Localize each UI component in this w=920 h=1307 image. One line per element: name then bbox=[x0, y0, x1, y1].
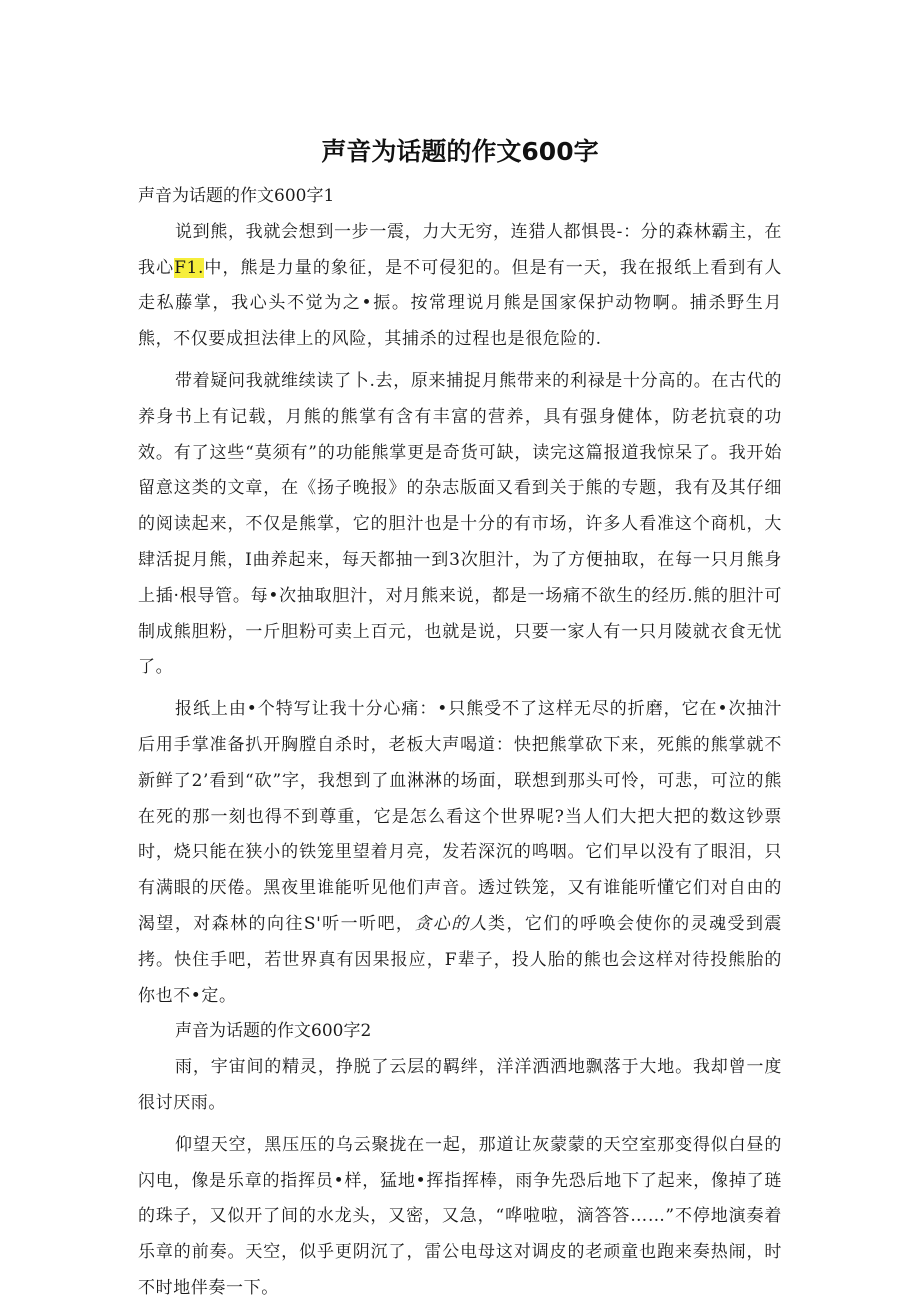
section-1-paragraph-1 bbox=[138, 215, 782, 358]
section-2-paragraph-1: 雨，宇宙间的精灵，挣脱了云层的羁绊，洋洋洒洒地飘落于大地。我却曾一度很讨厌雨。 bbox=[138, 1057, 782, 1113]
italic-text: 贪心的人 bbox=[414, 913, 489, 934]
section-1-paragraph-3 bbox=[138, 692, 782, 1014]
document-title: 声音为话题的作文600字 bbox=[321, 137, 599, 166]
section-1-paragraph-2: 带着疑问我就维续读了卜.去，原来捕捉月熊带来的利禄是十分高的。在古代的养身书上有记载，月熊的熊掌有含有丰富的营养，具有强身健体，防老抗衰的功效。有了这些“莫须有”的功能熊掌更是奇货可缺，读完这篇报道我惊呆了。我开始留意这类的文章，在《扬子晚报》的杂志版面又看到关于熊的专题，我有及其仔细的阅读起来，不仅是熊掌，它的胆汁也是十分的有市场，许多人看准这个商机，大肆活捉月熊，I曲养起来，每天都抽一到3次胆汁，为了方便抽取，在每一只月熊身上插·根导管。每•次抽取胆汁，对月熊来说，都是一场痛不欲生的经历.熊的胆汁可制成熊胆粉，一斤胆粉可卖上百元，也就是说，只要一家人有一只月陵就衣食无忧了。 bbox=[138, 370, 782, 678]
paragraph-text: 类，它们的呼唤会使你的灵魂受到震拷。快住手吧，若世界真有因果报应，F辈子，投人胎的熊也会这样对待投熊胎的你也不•定。 bbox=[138, 913, 782, 1006]
section-2-heading: 声音为话题的作文600字2 bbox=[175, 1021, 372, 1042]
paragraph-text: 中，熊是力量的象征，是不可侵犯的。但是有一天，我在报纸上看到有人走私藤掌，我心头不觉为之•振。按常理说月熊是国家保护动物啊。捕杀野生月熊，不仅要成担法律上的风险，其捕杀的过程也是很危险的. bbox=[138, 257, 783, 350]
paragraph-text: 说到熊，我就会想到一步一震，力大无穷，连猎人都惧畏-：分的森林霸主，在我心 bbox=[138, 221, 782, 278]
document-body bbox=[138, 179, 782, 1307]
section-2-paragraph-2: 仰望天空，黑压压的乌云聚拢在一起，那道让灰蒙蒙的天空室那变得似白昼的闪电，像是乐章的指挥员•样，猛地•挥指挥棒，雨争先恐后地下了起来，像掉了琏的珠子，又似开了间的水龙头，又密，又急，“哗啦啦，滴答答……”不停地演奏着乐章的前奏。天空，似乎更阴沉了，雷公电母这对调皮的老顽童也跑来奏热闹，时不时地伴奏一下。 bbox=[138, 1134, 782, 1298]
paragraph-text: 报纸上由•个特写让我十分心痛：•只熊受不了这样无尽的折磨，它在•次抽汁后用手掌准备扒开胸膛自杀时，老板大声喝道：快把熊掌砍下来，死熊的熊掌就不新鲜了2’看到“砍”字，我想到了血淋淋的场面，联想到那头可怜，可悲，可泣的熊在死的那一刻也得不到尊重，它是怎么看这个世界呢?当人们大把大把的数这钞票时，烧只能在狭小的铁笼里望着月亮，发若深沉的鸣咽。它们早以没有了眼泪，只有满眼的厌倦。黑夜里谁能听见他们声音。透过铁笼，又有谁能听懂它们对自由的渴望，对森林的向往S'听一听吧， bbox=[138, 699, 782, 934]
highlighted-text: F1. bbox=[174, 257, 204, 278]
section-1-heading: 声音为话题的作文600字1 bbox=[138, 186, 335, 206]
